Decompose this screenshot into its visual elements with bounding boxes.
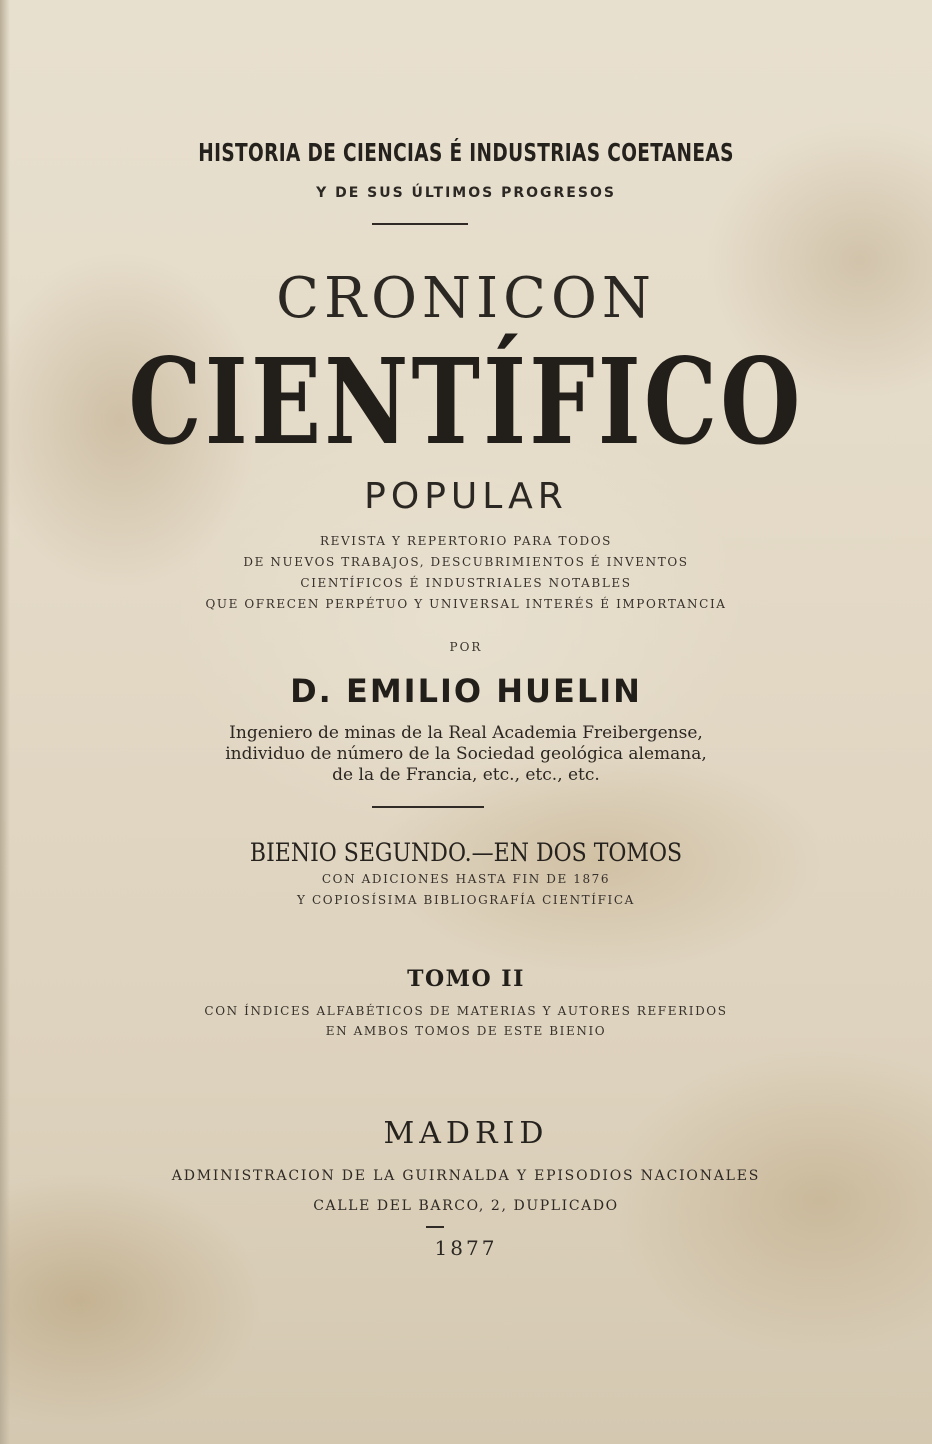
- author-name: D. EMILIO HUELIN: [290, 672, 642, 710]
- volume-heading: TOMO II: [407, 966, 525, 992]
- edition-heading: BIENIO SEGUNDO.—EN DOS TOMOS: [249, 838, 683, 867]
- edition-line: CON ADICIONES HASTA FIN DE 1876: [321, 872, 611, 886]
- author-credential: individuo de número de la Sociedad geológica alemana,: [225, 744, 707, 764]
- title-line-2: CIENTÍFICO: [128, 332, 804, 471]
- description-line: REVISTA Y REPERTORIO PARA TODOS: [320, 534, 612, 548]
- title-line-1: CRONICON: [276, 266, 656, 331]
- divider-rule: [426, 1226, 444, 1228]
- imprint-year: 1877: [434, 1236, 498, 1260]
- divider-rule: [372, 806, 484, 808]
- imprint-address: CALLE DEL BARCO, 2, DUPLICADO: [313, 1198, 619, 1214]
- series-title: HISTORIA DE CIENCIAS É INDUSTRIAS COETANEAS: [198, 138, 734, 167]
- description-line: DE NUEVOS TRABAJOS, DESCUBRIMIENTOS É INVENTOS: [243, 555, 689, 569]
- volume-line: CON ÍNDICES ALFABÉTICOS DE MATERIAS Y AUTORES REFERIDOS: [204, 1004, 728, 1018]
- imprint-city: MADRID: [383, 1116, 549, 1151]
- author-credential: de la de Francia, etc., etc., etc.: [332, 765, 600, 785]
- paper-edge: [0, 0, 10, 1444]
- description-line: QUE OFRECEN PERPÉTUO Y UNIVERSAL INTERÉS É IMPORTANCIA: [205, 597, 727, 611]
- description-line: CIENTÍFICOS É INDUSTRIALES NOTABLES: [300, 576, 632, 590]
- author-credential: Ingeniero de minas de la Real Academia Freibergense,: [229, 723, 703, 743]
- by-label: POR: [449, 640, 483, 654]
- series-subtitle: Y DE SUS ÚLTIMOS PROGRESOS: [316, 185, 616, 201]
- edition-line: Y COPIOSÍSIMA BIBLIOGRAFÍA CIENTÍFICA: [297, 893, 635, 907]
- volume-line: EN AMBOS TOMOS DE ESTE BIENIO: [325, 1024, 607, 1038]
- divider-rule: [372, 223, 468, 225]
- title-line-3: POPULAR: [364, 476, 568, 517]
- imprint-publisher: ADMINISTRACION DE LA GUIRNALDA Y EPISODIOS NACIONALES: [171, 1168, 761, 1184]
